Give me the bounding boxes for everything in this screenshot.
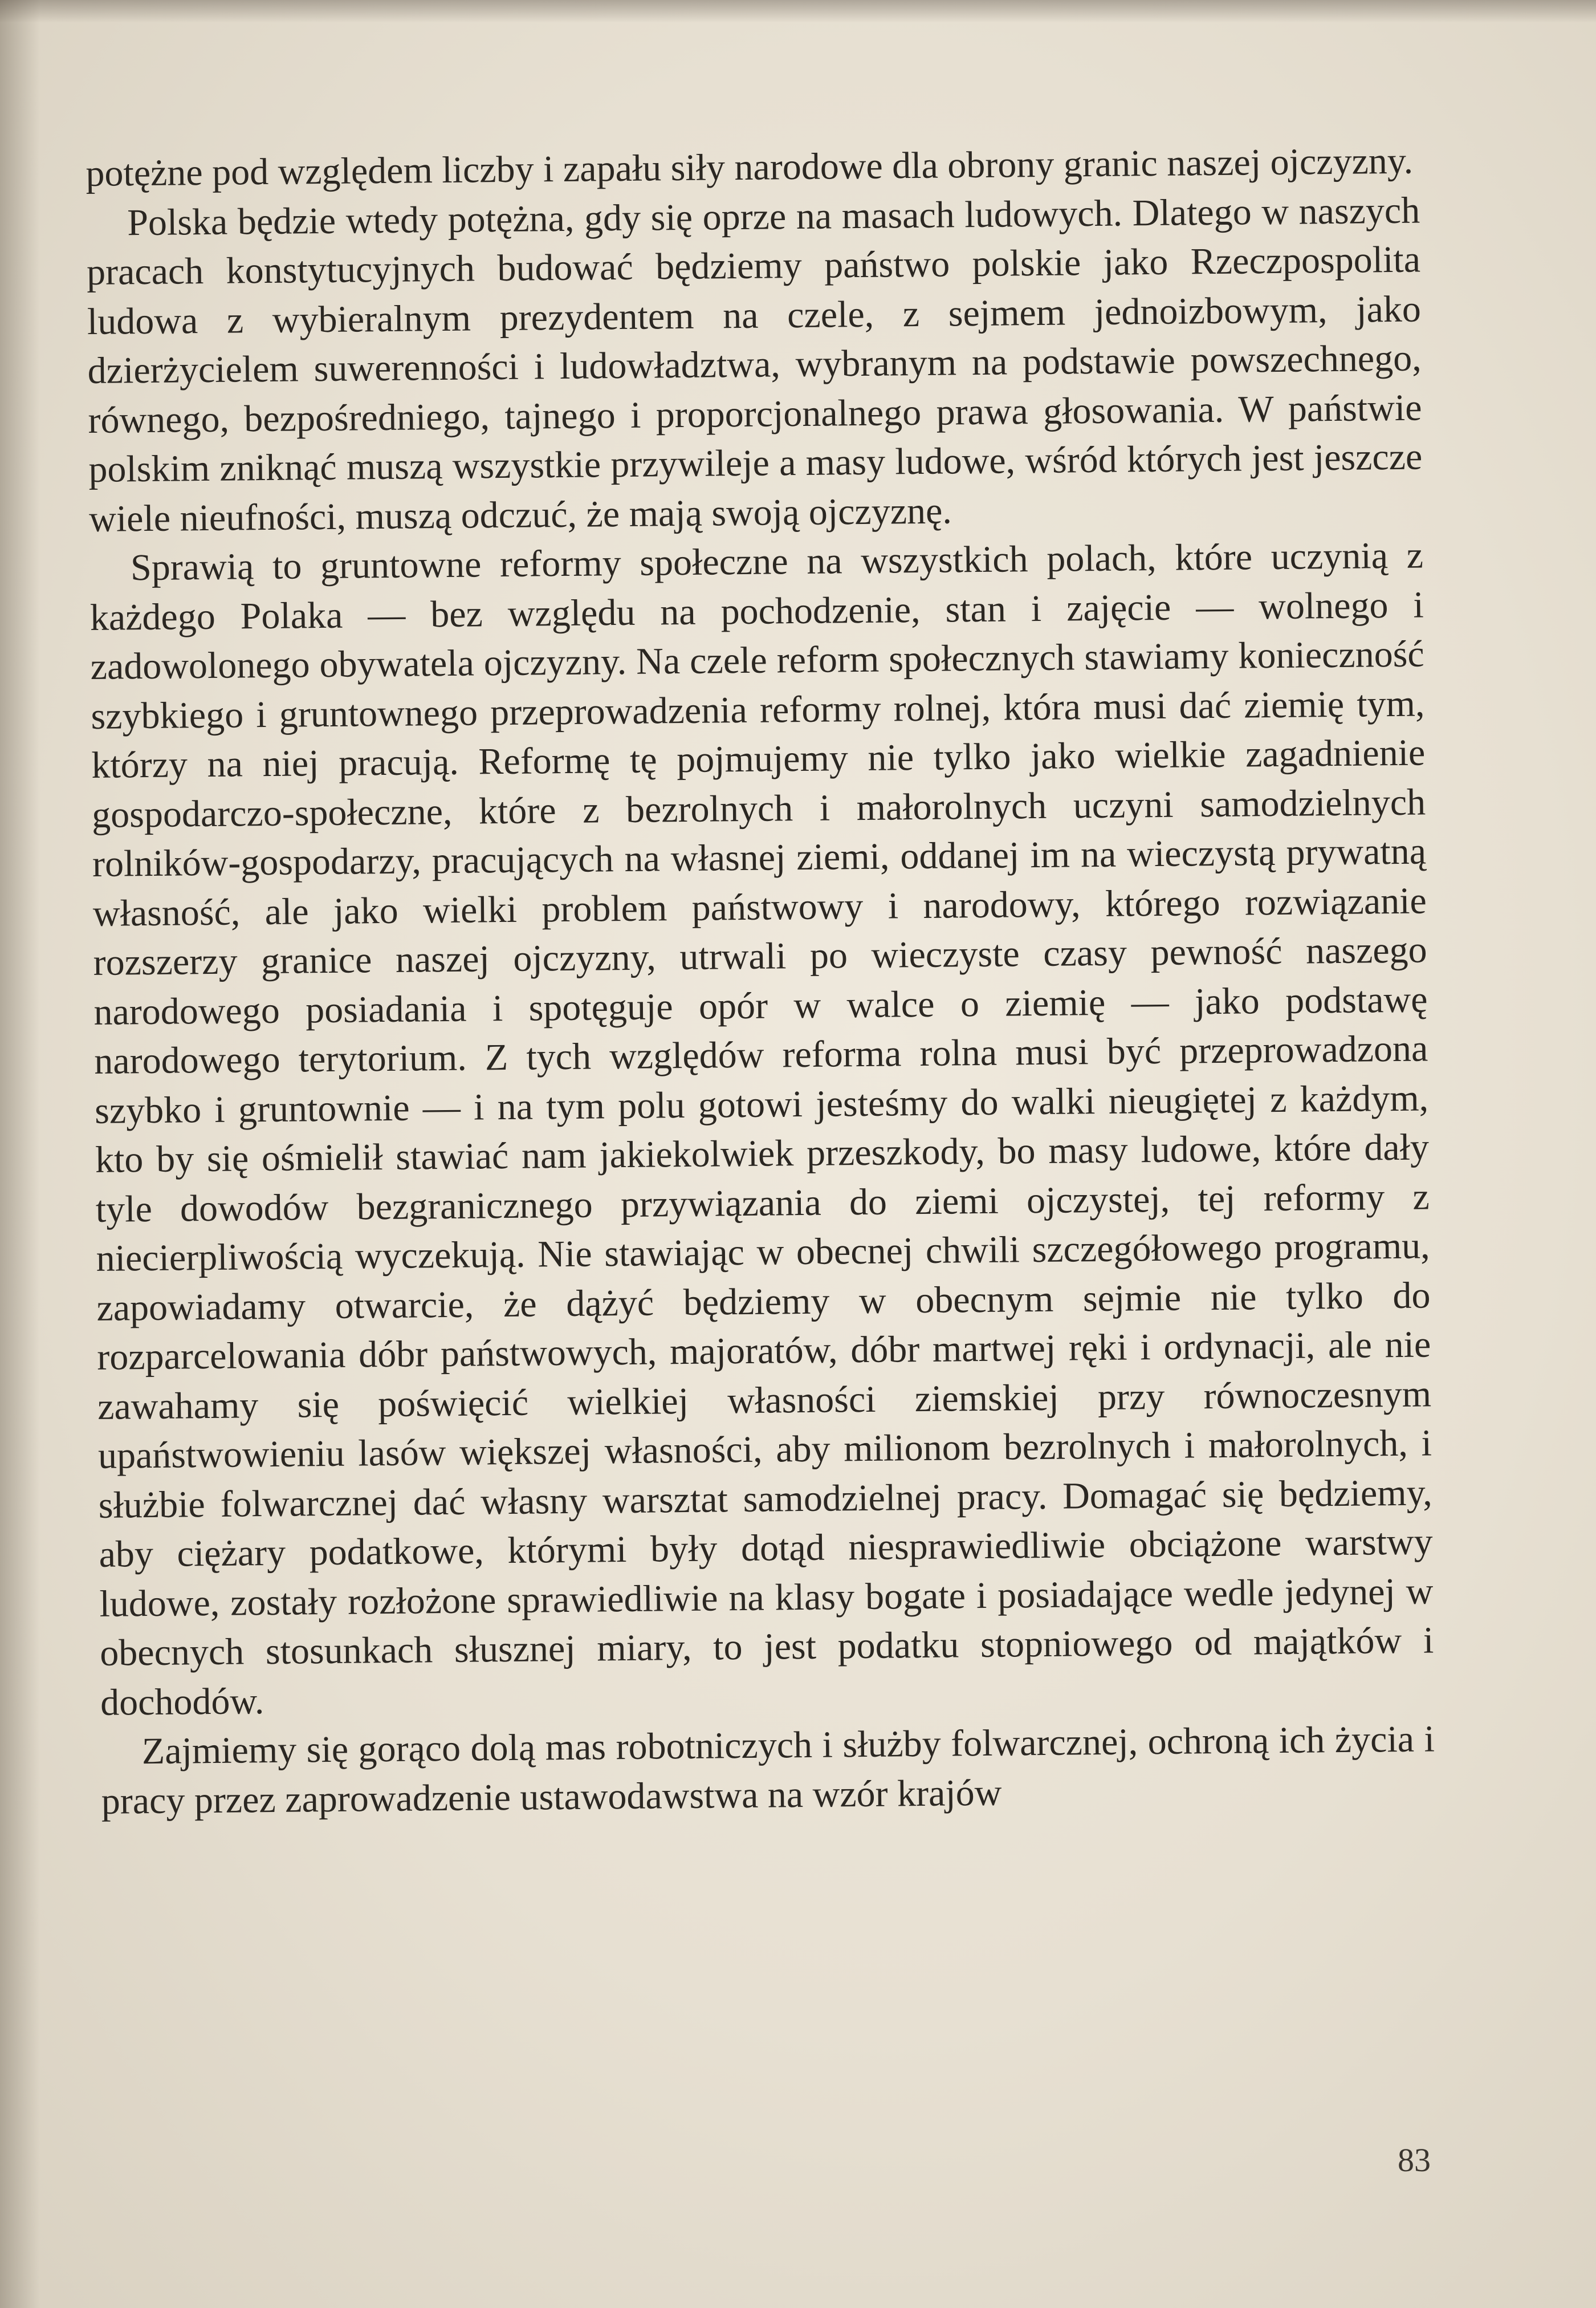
paragraph-2: Polska będzie wtedy potężna, gdy się oprze na masach ludowych. Dlatego w naszych pracach konstytucyjnych budować będziemy państwo polskie jako Rzeczpospolita ludowa z wybieralnym prezydentem na czele, z sejmem jednoizbowym, jako dzierżycielem suwerenności i ludowładztwa, wybranym na podstawie powszechnego, równego, bezpośredniego, tajnego i proporcjonalnego prawa głosowania. W państwie polskim zniknąć muszą wszystkie przywileje a masy ludowe, wśród których jest jeszcze wiele nieufności, muszą odczuć, że mają swoją ojczyznę.	[86, 189, 1423, 540]
body-text	[85, 137, 1435, 1826]
paragraph-3: Sprawią to gruntowne reformy społeczne na wszystkich polach, które uczynią z każdego Polaka — bez względu na pochodzenie, stan i zajęcie — wolnego i zadowolonego obywatela ojczyzny. Na czele reform społecznych stawiamy konieczność szybkiego i gruntownego przeprowadzenia reformy rolnej, która musi dać ziemię tym, którzy na niej pracują. Reformę tę pojmujemy nie tylko jako wielkie zagadnienie gospodarczo-społeczne, które z bezrolnych i małorolnych uczyni samodzielnych rolników-gospodarzy, pracujących na własnej ziemi, oddanej im na wieczystą prywatną własność, ale jako wielki problem państwowy i narodowy, którego rozwiązanie rozszerzy granice naszej ojczyzny, utrwali po wieczyste czasy pewność naszego narodowego posiadania i spotęguje opór w walce o ziemię — jako podstawę narodowego terytorium. Z tych względów reforma rolna musi być przeprowadzona szybko i gruntownie — i na tym polu gotowi jesteśmy do walki nieugiętej z każdym, kto by się ośmielił stawiać nam jakiekolwiek przeszkody, bo masy ludowe, które dały tyle dowodów bezgranicznego przywiązania do ziemi ojczystej, tej reformy z niecierpliwością wyczekują. Nie stawiając w obecnej chwili szczegółowego programu, zapowiadamy otwarcie, że dążyć będziemy w obecnym sejmie nie tylko do rozparcelowania dóbr państwowych, majoratów, dóbr martwej ręki i ordynacji, ale nie zawahamy się poświęcić wielkiej własności ziemskiej przy równoczesnym upaństwowieniu lasów większej własności, aby milionom bezrolnych i małorolnych, i służbie folwarcznej dać własny warsztat samodzielnej pracy. Domagać się będziemy, aby ciężary podatkowe, którymi były dotąd niesprawiedliwie obciążone warstwy ludowe, zostały rozłożone sprawiedliwie na klasy bogate i posiadające wedle jedynej w obecnych stosunkach słusznej miary, to jest podatku stopniowego od majątków i dochodów.	[89, 534, 1434, 1724]
page-number: 83	[1398, 2142, 1431, 2179]
paragraph-1: potężne pod względem liczby i zapału siły narodowe dla obrony granic naszej ojczyzny.	[85, 140, 1414, 194]
paragraph-4: Zajmiemy się gorąco dolą mas robotniczych i służby folwarcznej, ochroną ich życia i pracy przez zaprowadzenie ustawodawstwa na wzór krajów	[101, 1718, 1435, 1822]
